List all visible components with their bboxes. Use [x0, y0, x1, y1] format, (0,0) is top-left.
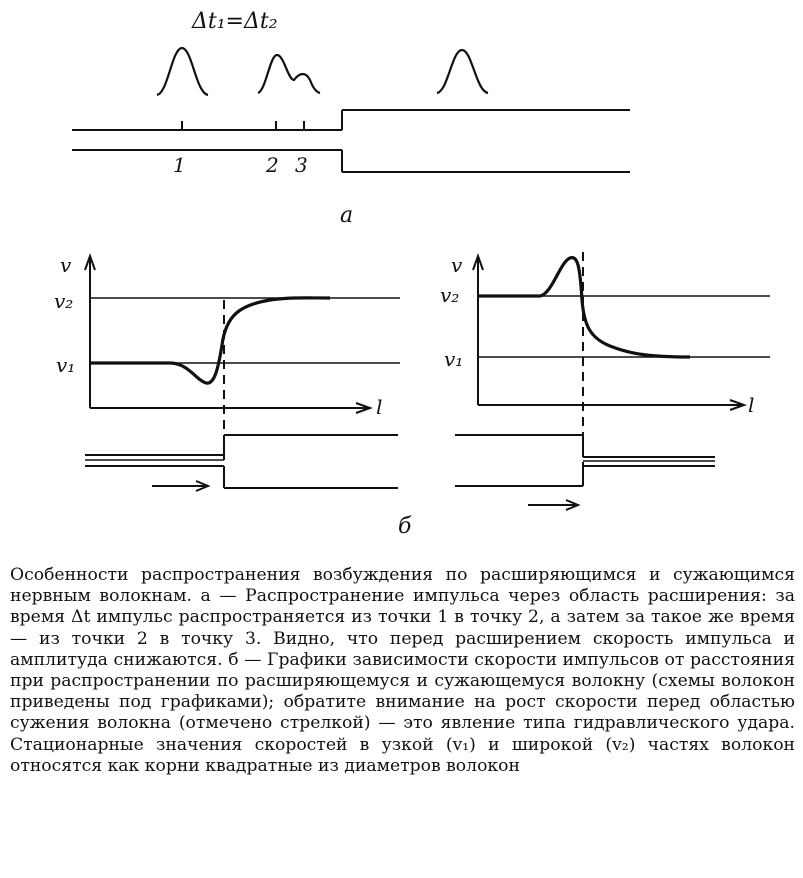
- caption-sentence-1: Особенности распространения возбуждения по расширяющимся и сужающимся нервным волокнам.: [10, 565, 795, 607]
- figure-caption: [10, 565, 795, 777]
- left-v2-label: v₂: [54, 289, 74, 313]
- point-label-1: 1: [173, 153, 186, 177]
- right-v1-label: v₁: [444, 347, 464, 371]
- right-x-axis-label: l: [748, 393, 755, 417]
- panel-label-a: а: [340, 203, 354, 228]
- pulse-2: [258, 55, 320, 93]
- left-x-axis-label: l: [376, 395, 383, 419]
- caption-part-a: а — Распространение импульса через область расширения: за время Δt импульс распространяется из точки 1 в точку 2, а затем за такое же время — из точки 2 в точку 3. Видно, что перед расширением скорость импульса и амплитуда снижаются.: [10, 586, 795, 670]
- caption-part-b: б — Графики зависимости скорости импульсов от расстояния при распространении по расширяющемуся и сужающемуся волокну (схемы волокон приведены под графиками); обратите внимание на рост скорости перед областью сужения волокна (отмечено стрелкой) — это явление типа гидравлического удара.: [10, 649, 795, 734]
- panel-label-b: б: [398, 514, 412, 539]
- left-y-axis-label: v: [60, 253, 72, 277]
- point-label-2: 2: [266, 153, 279, 177]
- pulse-3: [437, 50, 488, 93]
- right-v2-label: v₂: [440, 283, 460, 307]
- delta-t-equation: Δt₁=Δt₂: [192, 9, 278, 34]
- pulse-1: [157, 48, 208, 95]
- left-velocity-curve: [90, 298, 330, 383]
- left-v1-label: v₁: [56, 353, 76, 377]
- point-label-3: 3: [295, 153, 308, 177]
- caption-velocity-note: Стационарные значения скоростей в узкой (v₁) и широкой (v₂) частях волокон относятся как корни квадратные из диаметров волокон: [10, 734, 795, 776]
- right-y-axis-label: v: [451, 253, 463, 277]
